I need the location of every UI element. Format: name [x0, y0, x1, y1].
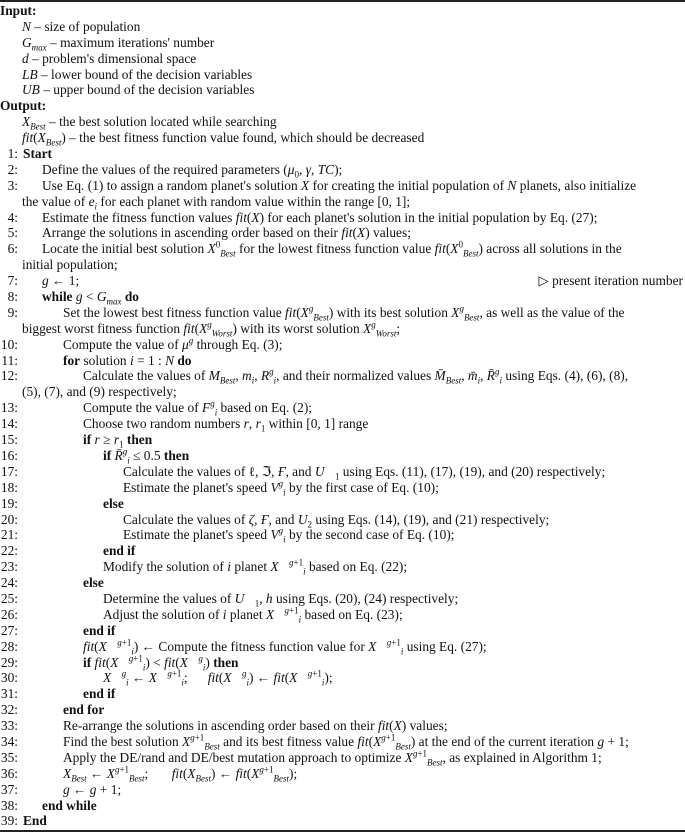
line-number: 37: — [0, 781, 18, 797]
line-text: UB – upper bound of the decision variables — [22, 82, 255, 98]
algorithm-step — [0, 766, 683, 782]
line-text: Estimate the fitness function values fit(X) for each planet's solution in the initial population by Eq. (27); — [42, 209, 598, 225]
line-text: N – size of population — [22, 18, 141, 34]
line-number: 3: — [7, 177, 18, 193]
line-number: 29: — [0, 654, 18, 670]
line-text: Use Eq. (1) to assign a random planet's solution X for creating the initial population of N planets, also initialize — [42, 177, 637, 193]
line-text: LB – lower bound of the decision variables — [22, 66, 253, 82]
line-number: 11: — [1, 352, 18, 368]
line-number: 6: — [7, 241, 18, 257]
output-item — [0, 114, 683, 130]
input-item — [0, 35, 683, 51]
line-text: g ← 1; — [42, 273, 80, 289]
line-text: end if — [83, 686, 116, 702]
line-number: 8: — [7, 289, 18, 305]
output-heading — [0, 98, 683, 114]
line-number: 4: — [7, 209, 18, 225]
line-text: $G_{max}$ – maximum iterations' number — [22, 34, 215, 53]
line-text: d – problem's dimensional space — [22, 50, 197, 66]
line-number: 7: — [7, 273, 18, 289]
line-text: g ← g + 1; — [63, 781, 122, 797]
line-text: Estimate the planet's speed $V^g_i$ by the first case of Eq. (10); — [123, 478, 439, 498]
line-text: Choose two random numbers r, $r_1$ within [0, 1] range — [83, 416, 369, 434]
line-text: End — [23, 813, 47, 829]
line-number: 25: — [0, 590, 18, 606]
line-text: initial population; — [22, 257, 118, 273]
algorithm-step — [0, 416, 683, 432]
line-number: 22: — [0, 543, 18, 559]
algorithm-step — [0, 273, 683, 289]
algorithm-step — [0, 575, 683, 591]
top-rule — [0, 0, 685, 2]
line-text: Start — [23, 146, 53, 162]
algorithm-step — [0, 178, 683, 194]
algorithm-step — [0, 337, 683, 353]
line-text: Calculate the values of $M_{Best}$, $m_i$, $R^g_i$, and their normalized values $M̄_{Best}$, $m̄_i$, R̄$^g_i$ using Eqs. (4), (6), (8), — [83, 367, 629, 387]
line-number: 10: — [0, 336, 18, 352]
line-text: for solution i = 1 : N do — [63, 352, 192, 368]
algorithm-step-continuation — [0, 384, 683, 400]
algorithm-step — [0, 639, 683, 655]
algorithm-step — [0, 225, 683, 241]
input-item — [0, 82, 683, 98]
line-number: 13: — [0, 400, 18, 416]
line-text: Locate the initial best solution $X^0_{Best}$ for the lowest fitness function value $fit(X^0_{Best})$ across all solutions in the — [42, 239, 622, 260]
line-number: 26: — [0, 606, 18, 622]
line-text: Estimate the planet's speed $V^g_i$ by the second case of Eq. (10); — [123, 525, 455, 546]
algorithm-step — [0, 607, 683, 623]
line-text: end for — [63, 702, 105, 718]
line-number: 33: — [0, 718, 18, 734]
line-number: 38: — [0, 797, 18, 813]
line-text: Adjust the solution of i planet X⃗$^{g+1}_i$ based on Eq. (23); — [103, 605, 403, 625]
algorithm-step — [0, 146, 683, 162]
line-number: 32: — [0, 702, 18, 718]
line-text: Calculate the values of ζ, Ғ, and $U_2$ using Eqs. (14), (19), and (21) respectively; — [123, 511, 550, 530]
line-text: Input: — [0, 3, 37, 18]
line-number: 34: — [0, 733, 18, 749]
line-text: Define the values of the required parameters ($\mu_0$, γ, TC); — [42, 161, 343, 180]
line-text: Find the best solution $X^{g+1}_{Best}$ and its best fitness value $fit(X^{g+1}_{Best})$ at the end of the current iteration g + 1; — [63, 732, 629, 752]
line-number: 14: — [0, 416, 18, 432]
line-text: X⃗$^g_i$ ← X⃗$^{g+1}_i$; fit(X⃗$^g_i$) ← fit(X⃗$^{g+1}_i$); — [103, 668, 333, 689]
line-number: 12: — [0, 368, 18, 384]
algorithm-step — [0, 798, 683, 814]
line-text: $X_{Best}$ ← $X^{g+1}_{Best}$; $fit(X_{Best})$ ← $fit(X^{g+1}_{Best})$; — [63, 764, 298, 784]
line-number: 18: — [0, 479, 18, 495]
line-number: 20: — [0, 511, 18, 527]
input-heading — [0, 3, 683, 19]
algorithm-step — [0, 782, 683, 798]
algorithm-step — [0, 432, 683, 448]
line-number: 35: — [0, 749, 18, 765]
algorithm-step — [0, 559, 683, 575]
line-text: else — [83, 575, 104, 591]
line-text: $X_{Best}$ – the best solution located while searching — [22, 114, 277, 132]
line-text: biggest worst fitness function $fit(X^g_{Worst})$ with its worst solution $X^g_{Worst}$; — [22, 319, 401, 339]
line-number: 39: — [0, 813, 18, 829]
algorithm-step — [0, 686, 683, 702]
line-text: end if — [83, 622, 116, 638]
line-number: 21: — [0, 527, 18, 543]
comment: ▷ present iteration number — [538, 273, 683, 289]
line-text: Re-arrange the solutions in ascending order based on their fit(X) values; — [63, 718, 448, 734]
line-text: fit(X⃗$^{g+1}_i$) ← Compute the fitness function value for X⃗$^{g+1}_i$ using Eq. (27); — [83, 637, 487, 657]
input-item — [0, 19, 683, 35]
line-text: if $r \ge r_1$ then — [83, 432, 153, 450]
algorithm-step — [0, 525, 683, 546]
algorithm-step — [0, 668, 683, 689]
line-text: while $g < G_{max}$ do — [42, 289, 140, 307]
line-text: if fit(X⃗$^{g+1}_i$) < fit(X⃗$^g_i$) then — [83, 653, 239, 673]
line-text: Modify the solution of i planet X⃗$^{g+1}_i$ based on Eq. (22); — [103, 557, 408, 577]
line-text: Apply the DE/rand and DE/best mutation approach to optimize $X^{g+1}_{Best}$, as explained in Algorithm 1; — [63, 748, 602, 768]
line-number: 23: — [0, 559, 18, 575]
line-text: Compute the value of $F^g_i$ based on Eq. (2); — [83, 398, 313, 418]
algorithm-step — [0, 464, 683, 480]
line-text: Calculate the values of ℓ, ℑ, Ғ, and $U⃗_1$ using Eqs. (11), (17), (19), and (20) respectively; — [123, 463, 606, 482]
line-number: 31: — [0, 686, 18, 702]
line-text: (5), (7), and (9) respectively; — [22, 384, 177, 400]
algorithm-step — [0, 239, 683, 260]
algorithm-step — [0, 289, 683, 305]
algorithm-step — [0, 353, 683, 369]
line-text: the value of $e_i$ for each planet with random value within the range [0, 1]; — [22, 193, 411, 212]
line-text: if R̄$^g_i$ ≤ 0.5 then — [103, 446, 190, 466]
line-text: Set the lowest best fitness function value $fit(X^g_{Best})$ with its best solution $X^g_{Best}$, as well as the value of the — [63, 303, 625, 323]
algorithm-step — [0, 591, 683, 607]
algorithm-step — [0, 702, 683, 718]
algorithm-step — [0, 367, 683, 387]
algorithm-step — [0, 162, 683, 178]
algorithm-step — [0, 734, 683, 750]
line-number: 30: — [0, 670, 18, 686]
algorithm-step — [0, 813, 683, 829]
line-text: else — [103, 495, 124, 511]
algorithm-step — [0, 305, 683, 321]
algorithm-step-continuation — [0, 321, 683, 337]
line-number: 19: — [0, 495, 18, 511]
line-text: Compute the value of $\mu^g$ through Eq. (3); — [63, 335, 283, 352]
output-item — [0, 130, 683, 146]
algorithm-step — [0, 543, 683, 559]
line-text: Output: — [0, 98, 47, 114]
line-text: Determine the values of $U⃗_1$, h using Eqs. (20), (24) respectively; — [103, 590, 459, 609]
algorithm-step — [0, 655, 683, 671]
algorithm-step-continuation — [0, 257, 683, 273]
line-number: 16: — [0, 447, 18, 463]
algorithm-step — [0, 512, 683, 528]
line-number: 17: — [0, 463, 18, 479]
algorithm-step — [0, 623, 683, 639]
line-number: 1: — [7, 146, 18, 162]
line-number: 15: — [0, 432, 18, 448]
line-number: 28: — [0, 638, 18, 654]
algorithm-body — [0, 3, 683, 829]
line-number: 27: — [0, 622, 18, 638]
input-item — [0, 67, 683, 83]
line-number: 36: — [0, 765, 18, 781]
line-text: end while — [42, 797, 97, 813]
algorithm-step — [0, 750, 683, 766]
line-text: $fit(X_{Best})$ – the best fitness function value found, which should be decreased — [22, 130, 425, 148]
input-item — [0, 51, 683, 67]
line-text: end if — [103, 543, 136, 559]
line-number: 2: — [7, 161, 18, 177]
algorithm-step — [0, 400, 683, 416]
line-number: 24: — [0, 575, 18, 591]
algorithm-step — [0, 718, 683, 734]
algorithm-step — [0, 496, 683, 512]
algorithm-step — [0, 210, 683, 226]
algorithm-step-continuation — [0, 194, 683, 210]
line-number: 9: — [7, 304, 18, 320]
line-text: Arrange the solutions in ascending order based on their fit(X) values; — [42, 225, 411, 241]
algorithm-step — [0, 448, 683, 464]
algorithm-step — [0, 480, 683, 496]
line-number: 5: — [7, 225, 18, 241]
